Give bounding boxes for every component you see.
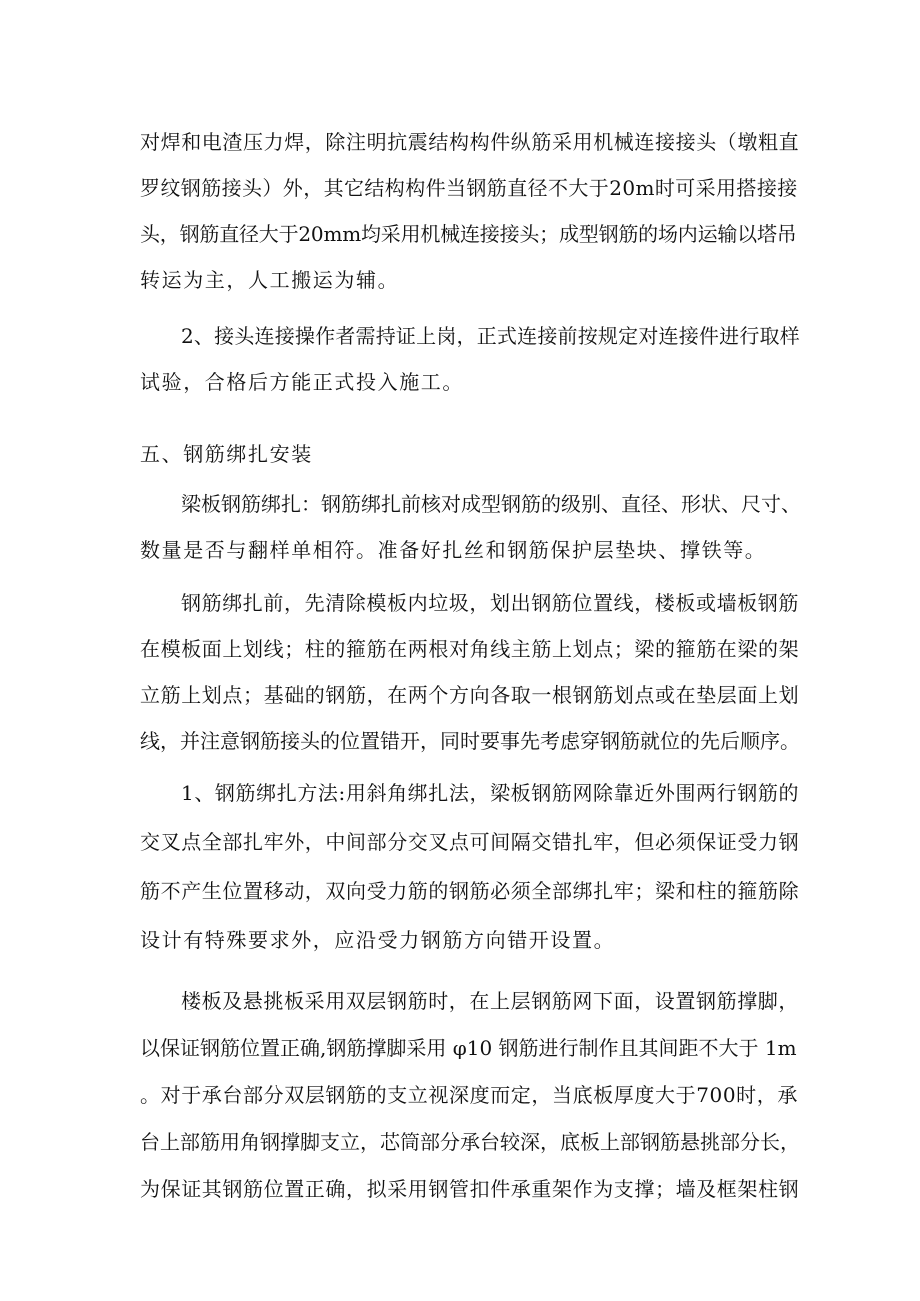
paragraph-line: 数量是否与翻样单相符。准备好扎丝和钢筋保护层垫块、撑铁等。: [140, 538, 767, 562]
paragraph-line: 对焊和电渣压力焊，除注明抗震结构构件纵筋采用机械连接接头（墩粗直: [140, 130, 800, 154]
paragraph-line: 为保证其钢筋位置正确，拟采用钢管扣件承重架作为支撑；墙及框架柱钢: [140, 1177, 800, 1201]
paragraph-line: 在模板面上划线；柱的箍筋在两根对角线主筋上划点；梁的箍筋在梁的架: [140, 637, 800, 661]
paragraph-line: 转运为主，人工搬运为辅。: [140, 268, 400, 292]
paragraph-line: 2、接头连接操作者需持证上岗，正式连接前按规定对连接件进行取样: [181, 324, 800, 348]
paragraph-line: 。对于承台部分双层钢筋的支立视深度而定，当底板厚度大于700时，承: [140, 1083, 798, 1107]
paragraph-line: 立筋上划点；基础的钢筋，在两个方向各取一根钢筋划点或在垫层面上划: [140, 683, 800, 707]
paragraph-line: 钢筋绑扎前，先清除模板内垃圾，划出钢筋位置线，楼板或墙板钢筋: [181, 591, 799, 615]
section-heading: 五、钢筋绑扎安装: [140, 442, 313, 466]
paragraph-line: 筋不产生位置移动，双向受力筋的钢筋必须全部绑扎牢；梁和柱的箍筋除: [140, 879, 800, 903]
paragraph-line: 1、钢筋绑扎方法:用斜角绑扎法，梁板钢筋网除靠近外围两行钢筋的: [181, 781, 800, 805]
paragraph-line: 交叉点全部扎牢外，中间部分交叉点可间隔交错扎牢，但必须保证受力钢: [140, 830, 800, 854]
paragraph-line: 设计有特殊要求外，应沿受力钢筋方向错开设置。: [140, 928, 616, 952]
paragraph-line: 台上部筋用角钢撑脚支立，芯筒部分承台较深，底板上部钢筋悬挑部分长，: [140, 1130, 800, 1154]
paragraph-line: 头，钢筋直径大于20mm均采用机械连接接头；成型钢筋的场内运输以塔吊: [140, 222, 797, 246]
paragraph-line: 梁板钢筋绑扎：钢筋绑扎前核对成型钢筋的级别、直径、形状、尺寸、: [181, 492, 801, 516]
paragraph-line: 以保证钢筋位置正确,钢筋撑脚采用 φ10 钢筋进行制作且其间距不大于 1m: [140, 1036, 797, 1060]
paragraph-line: 线，并注意钢筋接头的位置错开，同时要事先考虑穿钢筋就位的先后顺序。: [140, 729, 800, 753]
paragraph-line: 楼板及悬挑板采用双层钢筋时，在上层钢筋网下面，设置钢筋撑脚，: [181, 989, 799, 1013]
paragraph-line: 试验，合格后方能正式投入施工。: [140, 370, 464, 394]
paragraph-line: 罗纹钢筋接头）外，其它结构构件当钢筋直径不大于20m时可采用搭接接: [140, 176, 798, 200]
